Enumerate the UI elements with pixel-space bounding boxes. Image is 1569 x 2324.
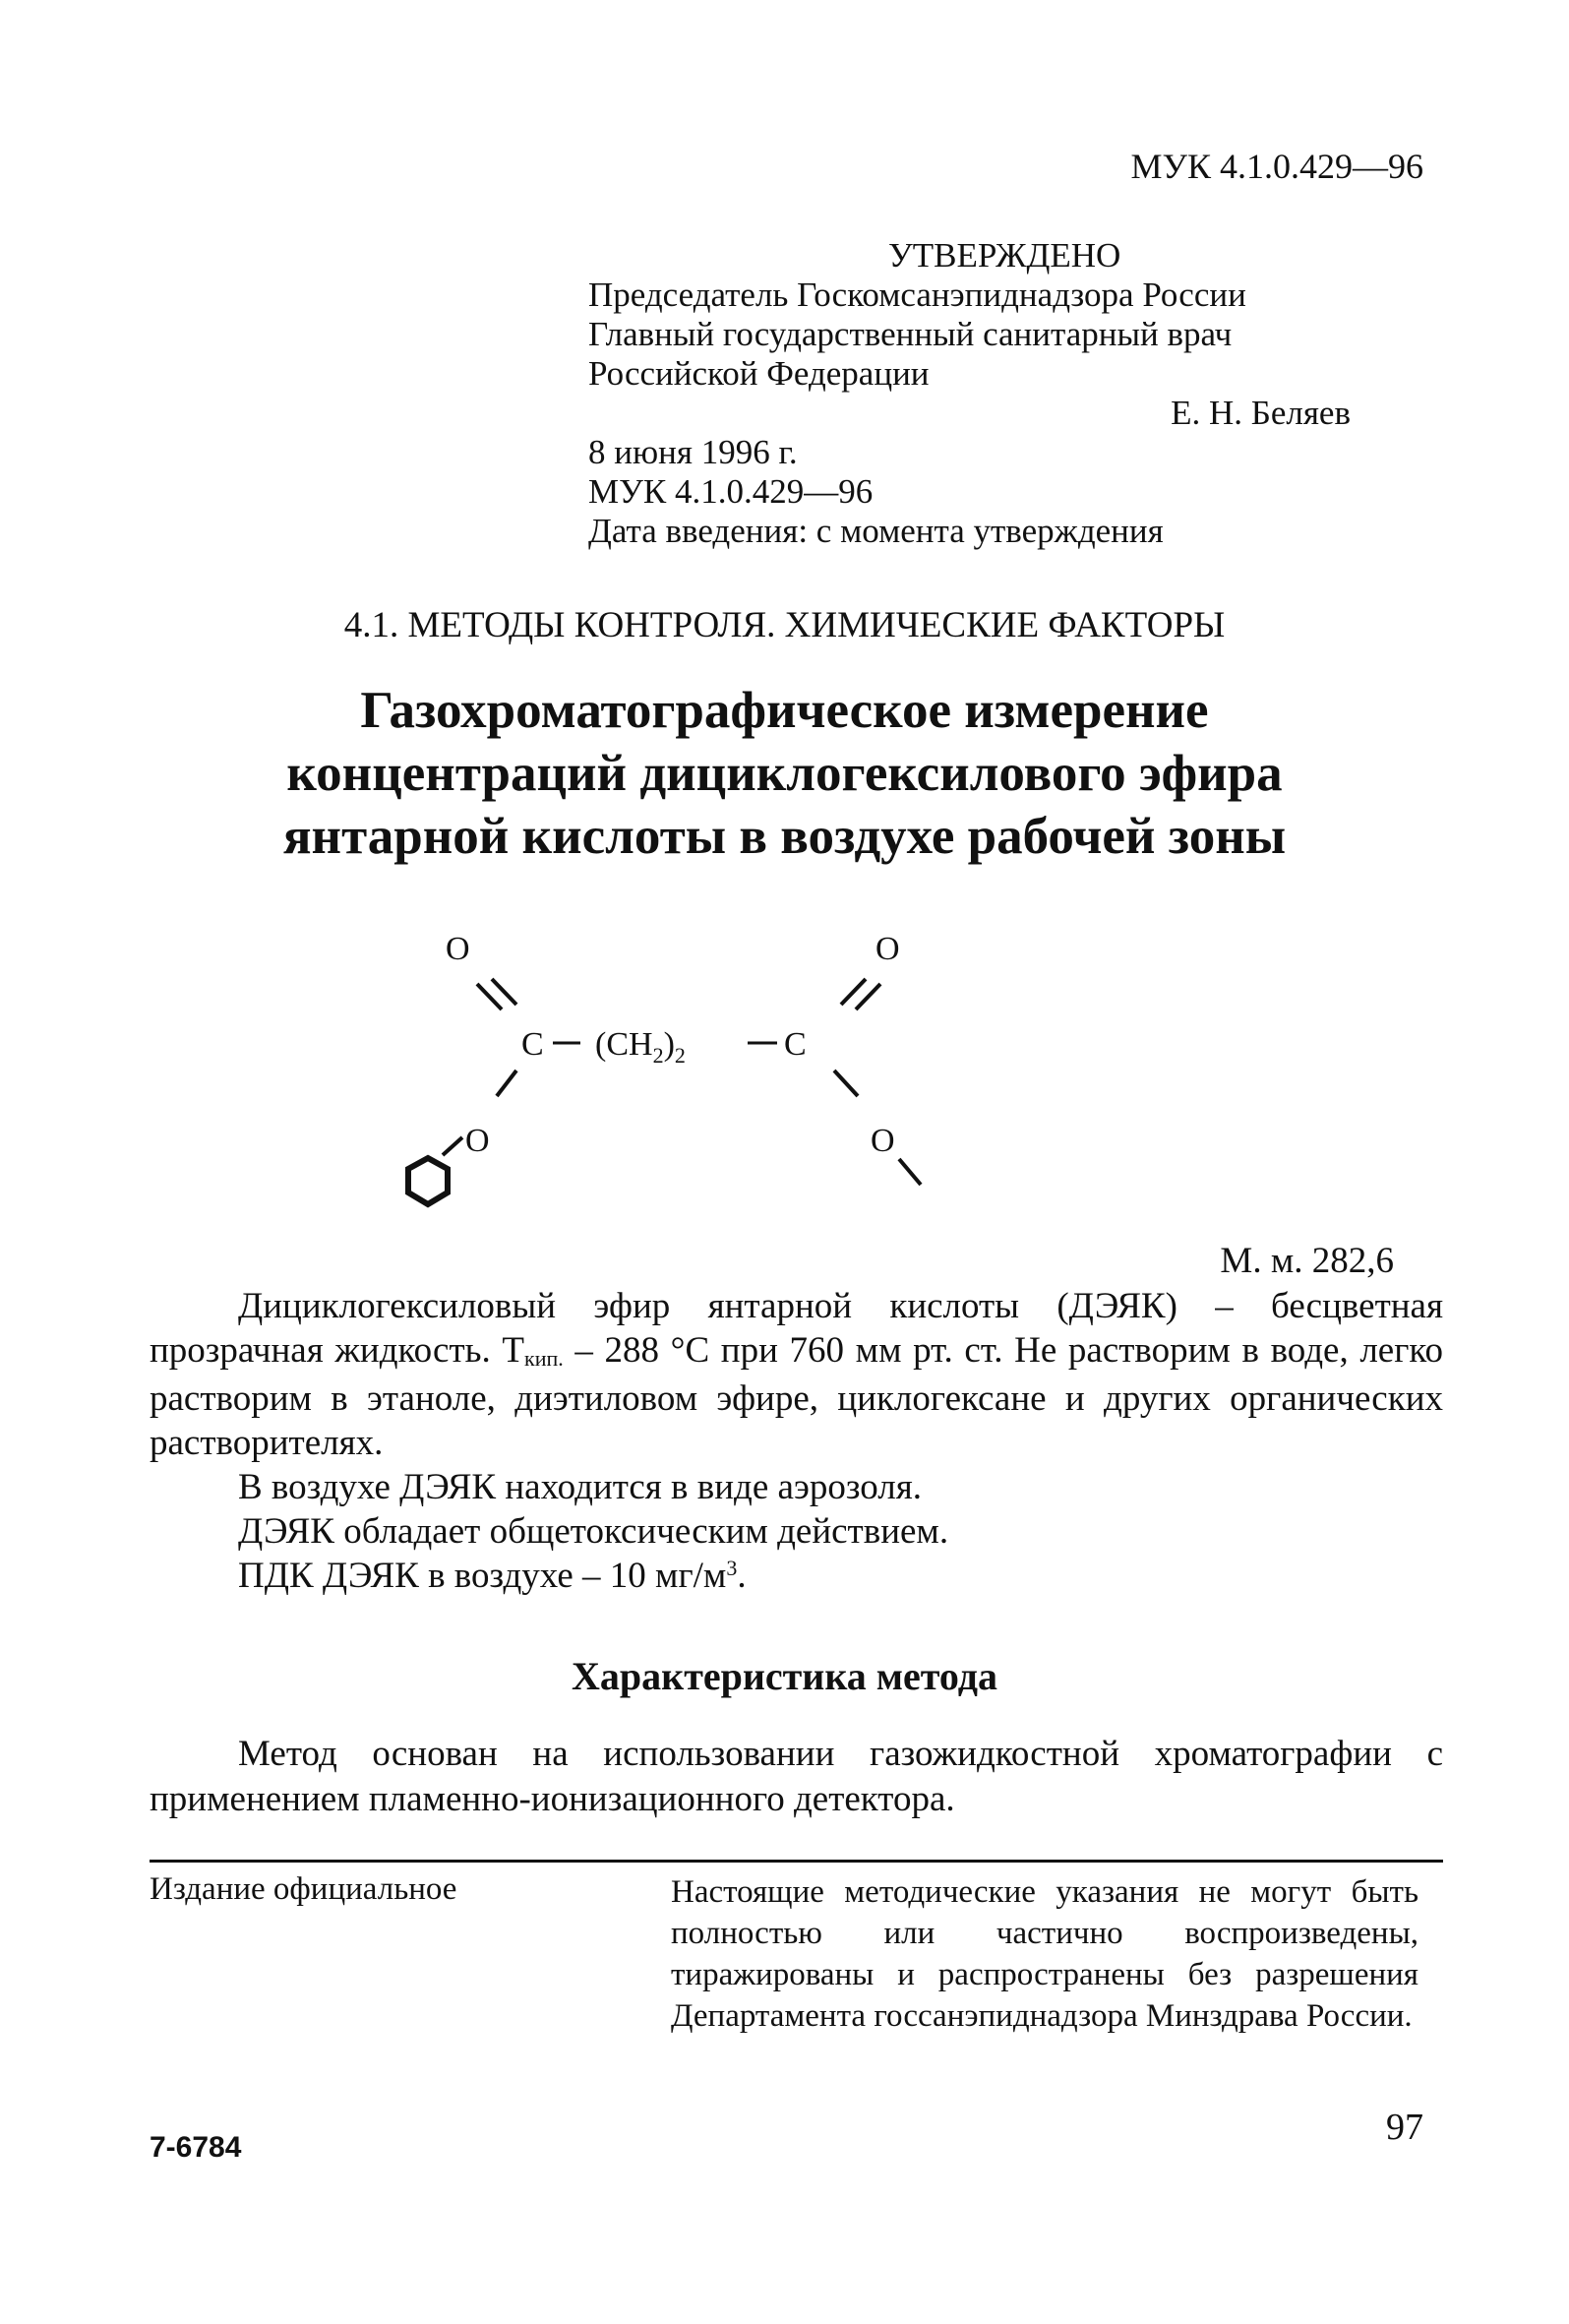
description-paragraph: Дициклогексиловый эфир янтарной кислоты (ДЭЯК) – бесцветная прозрачная жидкость. Ткип. – 288 °С при 760 мм рт. ст. Не растворим в воде, легко растворим в этаноле, диэтиловом эфире, циклогексане и других органических растворителях. [150, 1286, 1444, 1463]
oxygen-top-left: O [446, 931, 470, 967]
print-code: 7-6784 [150, 2131, 242, 2164]
oxygen-ester-right: O [871, 1123, 895, 1159]
copyright-notice: Настоящие методические указания не могут быть полностью или частично воспроизведены, тиражированы и распространены без разрешения Департамента госсанэпиднадзора Минздрава России. [671, 1874, 1418, 2034]
toxicity-paragraph: ДЭЯК обладает общетоксическим действием. [238, 1511, 949, 1552]
approver-position-line2: Главный государственный санитарный врач [588, 315, 1233, 353]
molecular-mass: М. м. 282,6 [1220, 1241, 1394, 1281]
bond-c-o-right [834, 1070, 858, 1096]
aerosol-paragraph: В воздухе ДЭЯК находится в виде аэрозоля. [238, 1467, 922, 1507]
double-bond-right [841, 979, 880, 1009]
method-paragraph: Метод основан на использовании газожидкостной хроматографии с применением пламенно-ионизационного детектора. [150, 1734, 1443, 1819]
method-description [150, 1732, 1443, 1822]
approver-position-line1: Председатель Госкомсанэпиднадзора России [588, 275, 1246, 314]
approver-position-line3: Российской Федерации [588, 354, 930, 393]
method-heading: Характеристика метода [572, 1654, 997, 1698]
approval-block [588, 236, 1375, 551]
approver-name: Е. Н. Беляев [1171, 394, 1351, 432]
oxygen-top-right: O [875, 931, 900, 967]
bond-o-ring [443, 1137, 462, 1155]
title-line3: янтарной кислоты в воздухе рабочей зоны [282, 808, 1287, 865]
title-line2: концентраций дициклогексилового эфира [286, 745, 1283, 802]
approval-heading: УТВЕРЖДЕНО [888, 236, 1121, 275]
carbon-right: C [784, 1026, 807, 1063]
substance-description [150, 1284, 1443, 1602]
document-code: МУК 4.1.0.429—96 [1130, 147, 1423, 186]
carbon-left: C [521, 1026, 544, 1063]
oxygen-ester-left: O [465, 1123, 490, 1159]
cyclohexane-ring [408, 1158, 448, 1204]
page-number: 97 [1386, 2107, 1423, 2148]
official-edition-label: Издание официальное [150, 1871, 457, 1907]
methylene-chain: $(CH_2)_2$ [595, 1026, 686, 1068]
structural-formula [295, 915, 984, 1279]
bond-o-right [899, 1159, 921, 1185]
approval-date: 8 июня 1996 г. [588, 433, 798, 471]
document-title [118, 679, 1451, 868]
footer-divider [150, 1860, 1443, 1863]
section-heading: 4.1. МЕТОДЫ КОНТРОЛЯ. ХИМИЧЕСКИЕ ФАКТОРЫ [343, 605, 1226, 645]
mac-paragraph: ПДК ДЭЯК в воздухе – 10 $мг/м^3$. [238, 1556, 747, 1596]
double-bond-left [477, 979, 516, 1009]
effective-date: Дата введения: с момента утверждения [588, 512, 1164, 550]
approval-code: МУК 4.1.0.429—96 [588, 472, 874, 511]
title-line1: Газохроматографическое измерение [360, 682, 1209, 739]
bond-c-o-left [497, 1070, 516, 1096]
